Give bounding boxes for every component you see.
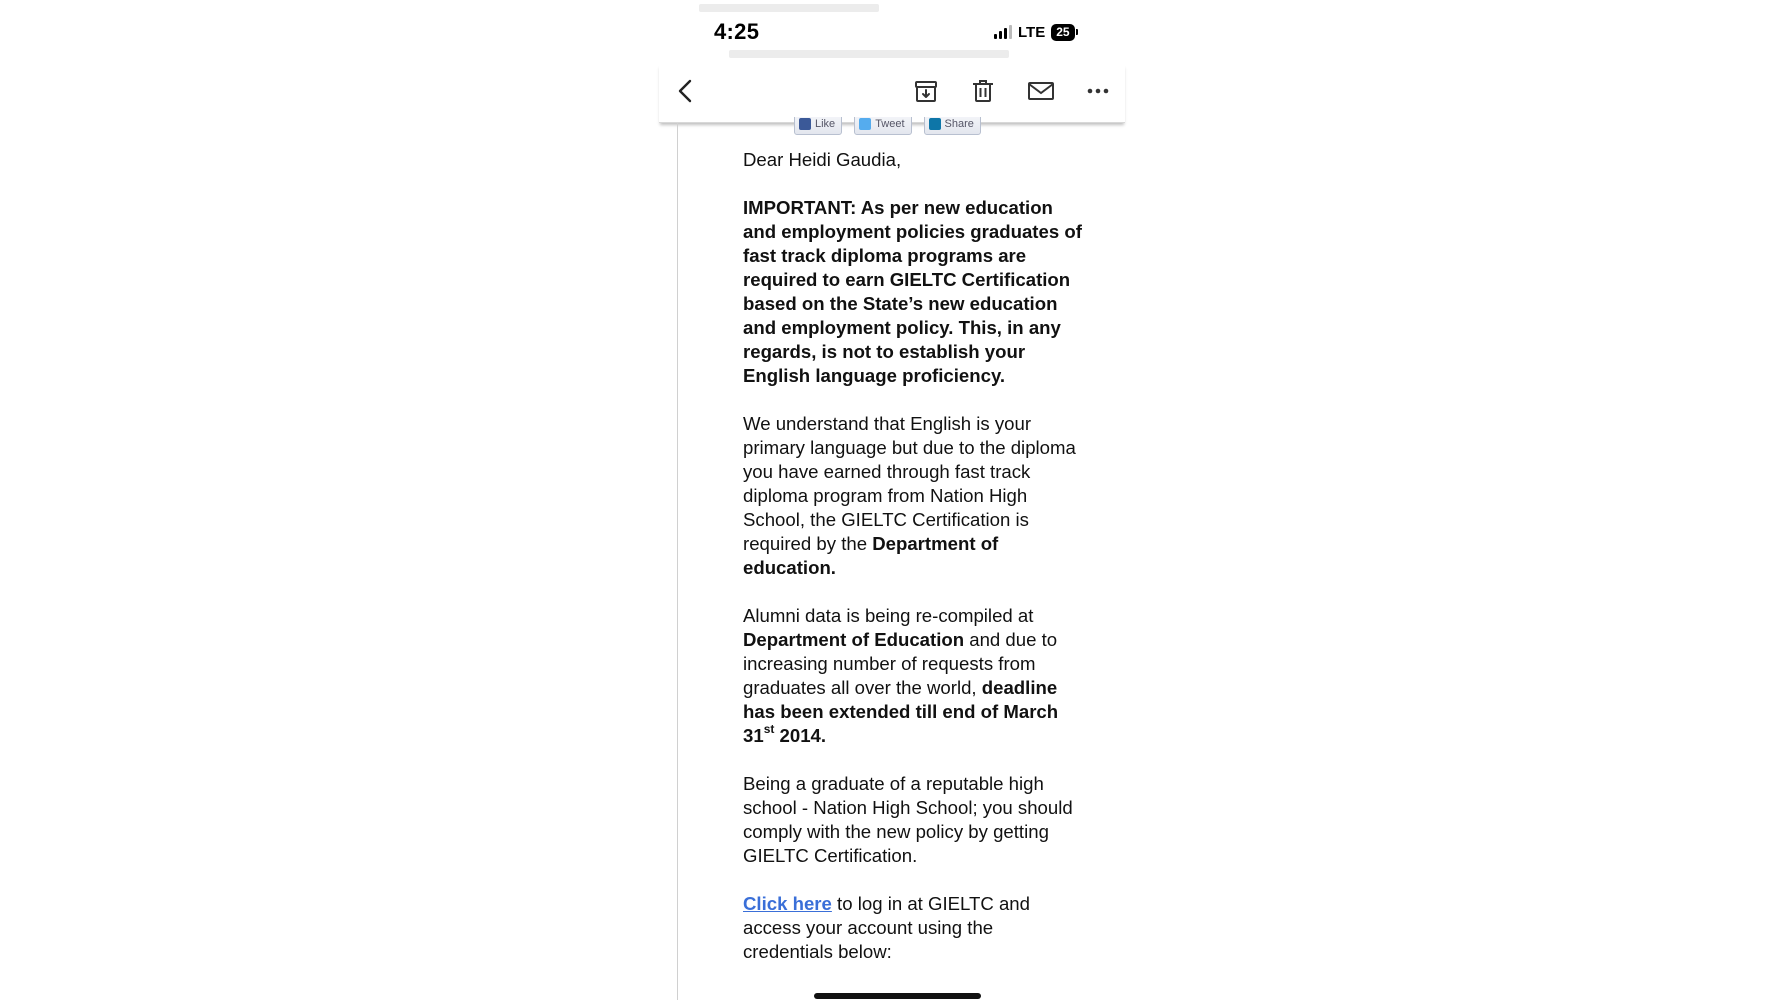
battery-icon bbox=[1051, 24, 1074, 41]
linkedin-icon bbox=[929, 118, 941, 130]
email-paragraph: Being a graduate of a reputable high school - Nation High School; you should comply with the new policy by getting GIELTC Certification. bbox=[743, 773, 1073, 866]
facebook-like-button[interactable] bbox=[794, 117, 842, 135]
email-body bbox=[743, 148, 1083, 988]
status-indicators bbox=[994, 22, 1075, 42]
faded-text bbox=[699, 4, 879, 12]
signal-icon bbox=[994, 25, 1012, 39]
paragraph-text: We understand that English is your primary language but due to the diploma you have earned through fast track diploma program from Nation High School, the GIELTC Certification is required by the bbox=[743, 413, 1076, 554]
network-type: LTE bbox=[1018, 23, 1046, 41]
twitter-tweet-button[interactable] bbox=[854, 117, 911, 135]
archive-icon bbox=[913, 78, 939, 104]
delete-button[interactable] bbox=[966, 74, 1000, 108]
linkedin-share-button[interactable] bbox=[924, 117, 981, 135]
trash-icon bbox=[970, 78, 996, 104]
phone-screen bbox=[659, 0, 1125, 1000]
paragraph-text: to log in at GIELTC and access your account using the credentials below: bbox=[743, 893, 1030, 962]
social-share-row bbox=[794, 117, 981, 135]
paragraph-text: and due to increasing number of requests from graduates all over the world, bbox=[743, 629, 1058, 698]
back-button[interactable] bbox=[668, 74, 702, 108]
email-paragraph bbox=[743, 604, 1083, 748]
bold-text: Department of education. bbox=[743, 533, 999, 578]
deadline-text: deadline has been extended till end of March 31 bbox=[743, 677, 1059, 746]
faded-text bbox=[729, 50, 1009, 58]
archive-button[interactable] bbox=[909, 74, 943, 108]
mark-unread-button[interactable] bbox=[1024, 74, 1058, 108]
bold-text: Department of Education bbox=[743, 629, 965, 650]
facebook-icon bbox=[799, 118, 811, 130]
mail-toolbar bbox=[659, 64, 1125, 123]
twitter-icon bbox=[859, 118, 871, 130]
share-label: Like bbox=[815, 118, 836, 130]
share-label: Tweet bbox=[875, 118, 905, 130]
email-greeting: Dear Heidi Gaudia, bbox=[743, 149, 902, 170]
paragraph-text: Alumni data is being re-compiled at bbox=[743, 605, 1034, 626]
more-icon bbox=[1086, 87, 1110, 95]
click-here-link[interactable]: Click here bbox=[743, 893, 832, 914]
email-paragraph bbox=[743, 412, 1083, 580]
status-time: 4:25 bbox=[714, 19, 760, 44]
important-notice bbox=[743, 196, 1083, 388]
back-chevron-icon bbox=[675, 78, 695, 104]
more-button[interactable] bbox=[1081, 74, 1115, 108]
deadline-year: 2014. bbox=[774, 725, 827, 746]
battery-level: 25 bbox=[1056, 24, 1070, 39]
share-label: Share bbox=[944, 118, 974, 130]
ordinal-suffix: st bbox=[763, 721, 775, 736]
mail-icon bbox=[1027, 78, 1055, 104]
email-paragraph bbox=[743, 892, 1083, 964]
important-text: IMPORTANT: As per new education and employment policies graduates of fast track diploma programs are required to earn GIELTC Certification based on the State’s new education and employment policy. This, in any regards, is not to establish your English language proficiency. bbox=[743, 197, 1082, 386]
email-frame-border bbox=[677, 123, 678, 1000]
home-indicator[interactable] bbox=[814, 993, 981, 999]
